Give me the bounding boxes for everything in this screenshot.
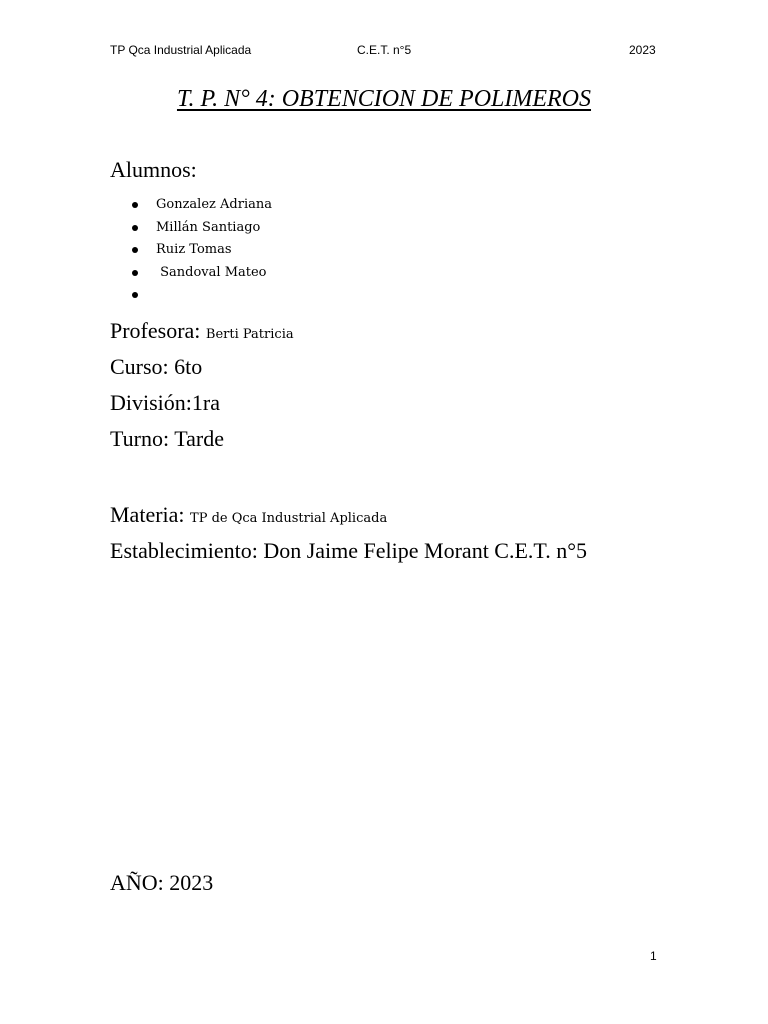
bullet-icon [132, 270, 138, 276]
list-item [110, 285, 272, 308]
student-name: Millán Santiago [156, 219, 261, 235]
anio-line: AÑO: 2023 [110, 870, 214, 895]
alumnos-heading: Alumnos: [110, 157, 197, 182]
establecimiento-line: Establecimiento: Don Jaime Felipe Morant C.E.T. n°5 [110, 538, 588, 563]
materia-label: Materia: [110, 502, 191, 527]
document-title: T. P. N° 4: OBTENCION DE POLIMEROS [176, 86, 592, 112]
student-name: Ruiz Tomas [156, 242, 232, 257]
materia-line [110, 502, 387, 528]
header-subject: TP Qca Industrial Aplicada [110, 43, 252, 57]
materia-value: TP de Qca Industrial Aplicada [190, 511, 388, 526]
list-item [110, 195, 272, 218]
division-line: División:1ra [110, 390, 220, 415]
profesora-line [110, 318, 294, 344]
header-school: C.E.T. n°5 [357, 43, 412, 57]
list-item [110, 263, 272, 286]
profesora-label: Profesora: [110, 318, 206, 343]
bullet-icon [132, 225, 138, 231]
student-name: Gonzalez Adriana [156, 197, 272, 212]
header-year: 2023 [629, 43, 656, 57]
curso-line: Curso: 6to [110, 354, 203, 379]
list-item [110, 218, 272, 241]
student-name: Sandoval Mateo [156, 264, 267, 280]
turno-line: Turno: Tarde [110, 426, 224, 451]
page-number: 1 [650, 949, 657, 963]
bullet-icon [132, 292, 138, 298]
page-header [0, 43, 768, 61]
list-item [110, 240, 272, 263]
bullet-icon [132, 247, 138, 253]
students-list [110, 195, 272, 308]
bullet-icon [132, 202, 138, 208]
profesora-value: Berti Patricia [205, 327, 294, 342]
